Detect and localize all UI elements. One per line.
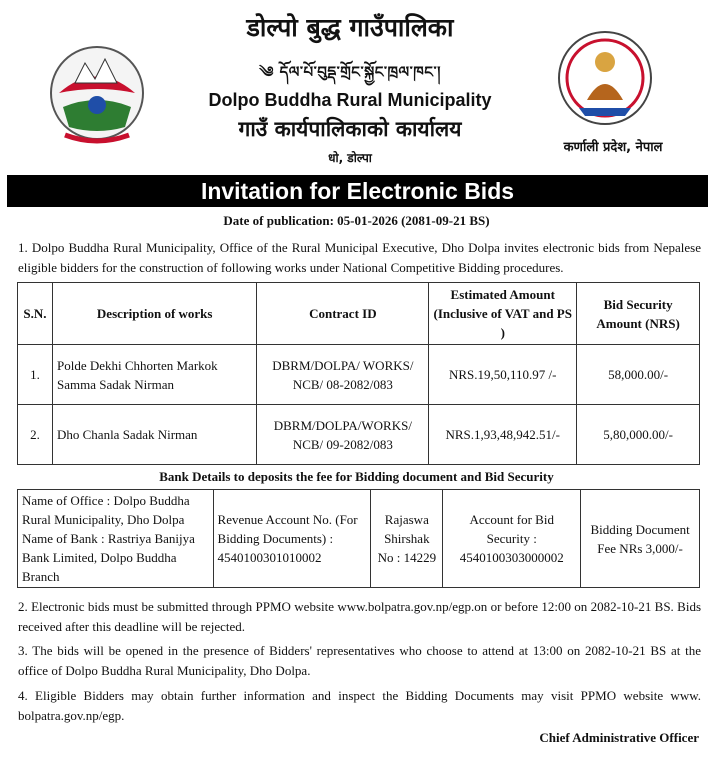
table-header-row xyxy=(18,283,700,345)
row-sn: 1. xyxy=(18,345,53,405)
revenue-account: Revenue Account No. (For Bidding Documents) : 4540100301010002 xyxy=(213,490,371,588)
table-row xyxy=(18,405,700,465)
bank-details-row xyxy=(18,490,700,588)
bid-security-account: Account for Bid Security : 4540100303000002 xyxy=(443,490,581,588)
municipality-name-english: Dolpo Buddha Rural Municipality xyxy=(208,90,492,110)
works-table xyxy=(17,282,700,465)
header xyxy=(0,0,713,170)
paragraph-1: 1. Dolpo Buddha Rural Municipality, Office of the Rural Municipal Executive, Dho Dolpa invites electronic bids from Nepalese eligible bidders for the construction of following works under National Competitive Bidding procedures. xyxy=(18,240,701,275)
karnali-province-logo xyxy=(555,28,655,128)
notice-title: Invitation for Electronic Bids xyxy=(7,175,708,207)
row-sn: 2. xyxy=(18,405,53,465)
header-contract-id: Contract ID xyxy=(257,283,429,345)
row-bid-security: 58,000.00/- xyxy=(577,345,700,405)
bank-details-title: Bank Details to deposits the fee for Bidding document and Bid Security xyxy=(159,469,554,484)
nepal-emblem-logo xyxy=(45,35,150,150)
row-contract-id: DBRM/DOLPA/ WORKS/ NCB/ 08-2082/083 xyxy=(257,345,429,405)
province-caption: कर्णाली प्रदेश, नेपाल xyxy=(563,140,663,155)
row-estimated-amount: NRS.1,93,48,942.51/- xyxy=(429,405,577,465)
municipality-name-tibetan: ༄ དོལ་པོ་བུདྡ་གྲོང་སྐྱོང་ཁྲལ་ཁང་། xyxy=(259,63,441,81)
header-description: Description of works xyxy=(52,283,256,345)
bidding-document-fee: Bidding Document Fee NRs 3,000/- xyxy=(581,490,700,588)
row-estimated-amount: NRS.19,50,110.97 /- xyxy=(429,345,577,405)
rajaswa-shirshak: Rajaswa Shirshak No : 14229 xyxy=(371,490,443,588)
office-name-nepali: गाउँ कार्यपालिकाको कार्यालय xyxy=(238,117,462,141)
header-bid-security: Bid Security Amount (NRS) xyxy=(577,283,700,345)
paragraph-2: 2. Electronic bids must be submitted through PPMO website www.bolpatra.gov.np/egp.on or before 12:00 on 2082-10-21 BS. Bids received after this deadline will be rejected. xyxy=(18,599,701,634)
table-row xyxy=(18,345,700,405)
row-contract-id: DBRM/DOLPA/WORKS/ NCB/ 09-2082/083 xyxy=(257,405,429,465)
publication-date: Date of publication: 05-01-2026 (2081-09-21 BS) xyxy=(223,213,490,228)
signature: Chief Administrative Officer xyxy=(539,730,699,745)
header-sn: S.N. xyxy=(18,283,53,345)
paragraph-3: 3. The bids will be opened in the presence of Bidders' representatives who choose to attend at 13:00 on 2082-10-21 BS at the office of Dolpo Buddha Rural Municipality, Dho Dolpa. xyxy=(18,643,701,678)
paragraph-4: 4. Eligible Bidders may obtain further information and inspect the Bidding Documents may visit PPMO website www. bolpatra.gov.np/egp. xyxy=(18,688,701,723)
municipality-name-nepali: डोल्पो बुद्ध गाउँपालिका xyxy=(246,13,454,42)
header-estimated-amount: Estimated Amount (Inclusive of VAT and PS ) xyxy=(429,283,577,345)
location-nepali: धो, डोल्पा xyxy=(328,151,372,165)
row-description: Polde Dekhi Chhorten Markok Samma Sadak Nirman xyxy=(52,345,256,405)
row-bid-security: 5,80,000.00/- xyxy=(577,405,700,465)
office-bank-name: Name of Office : Dolpo Buddha Rural Municipality, Dho Dolpa Name of Bank : Rastriya Banijya Bank Limited, Dolpo Buddha Branch xyxy=(18,490,214,588)
bank-details-table xyxy=(17,489,700,588)
row-description: Dho Chanla Sadak Nirman xyxy=(52,405,256,465)
